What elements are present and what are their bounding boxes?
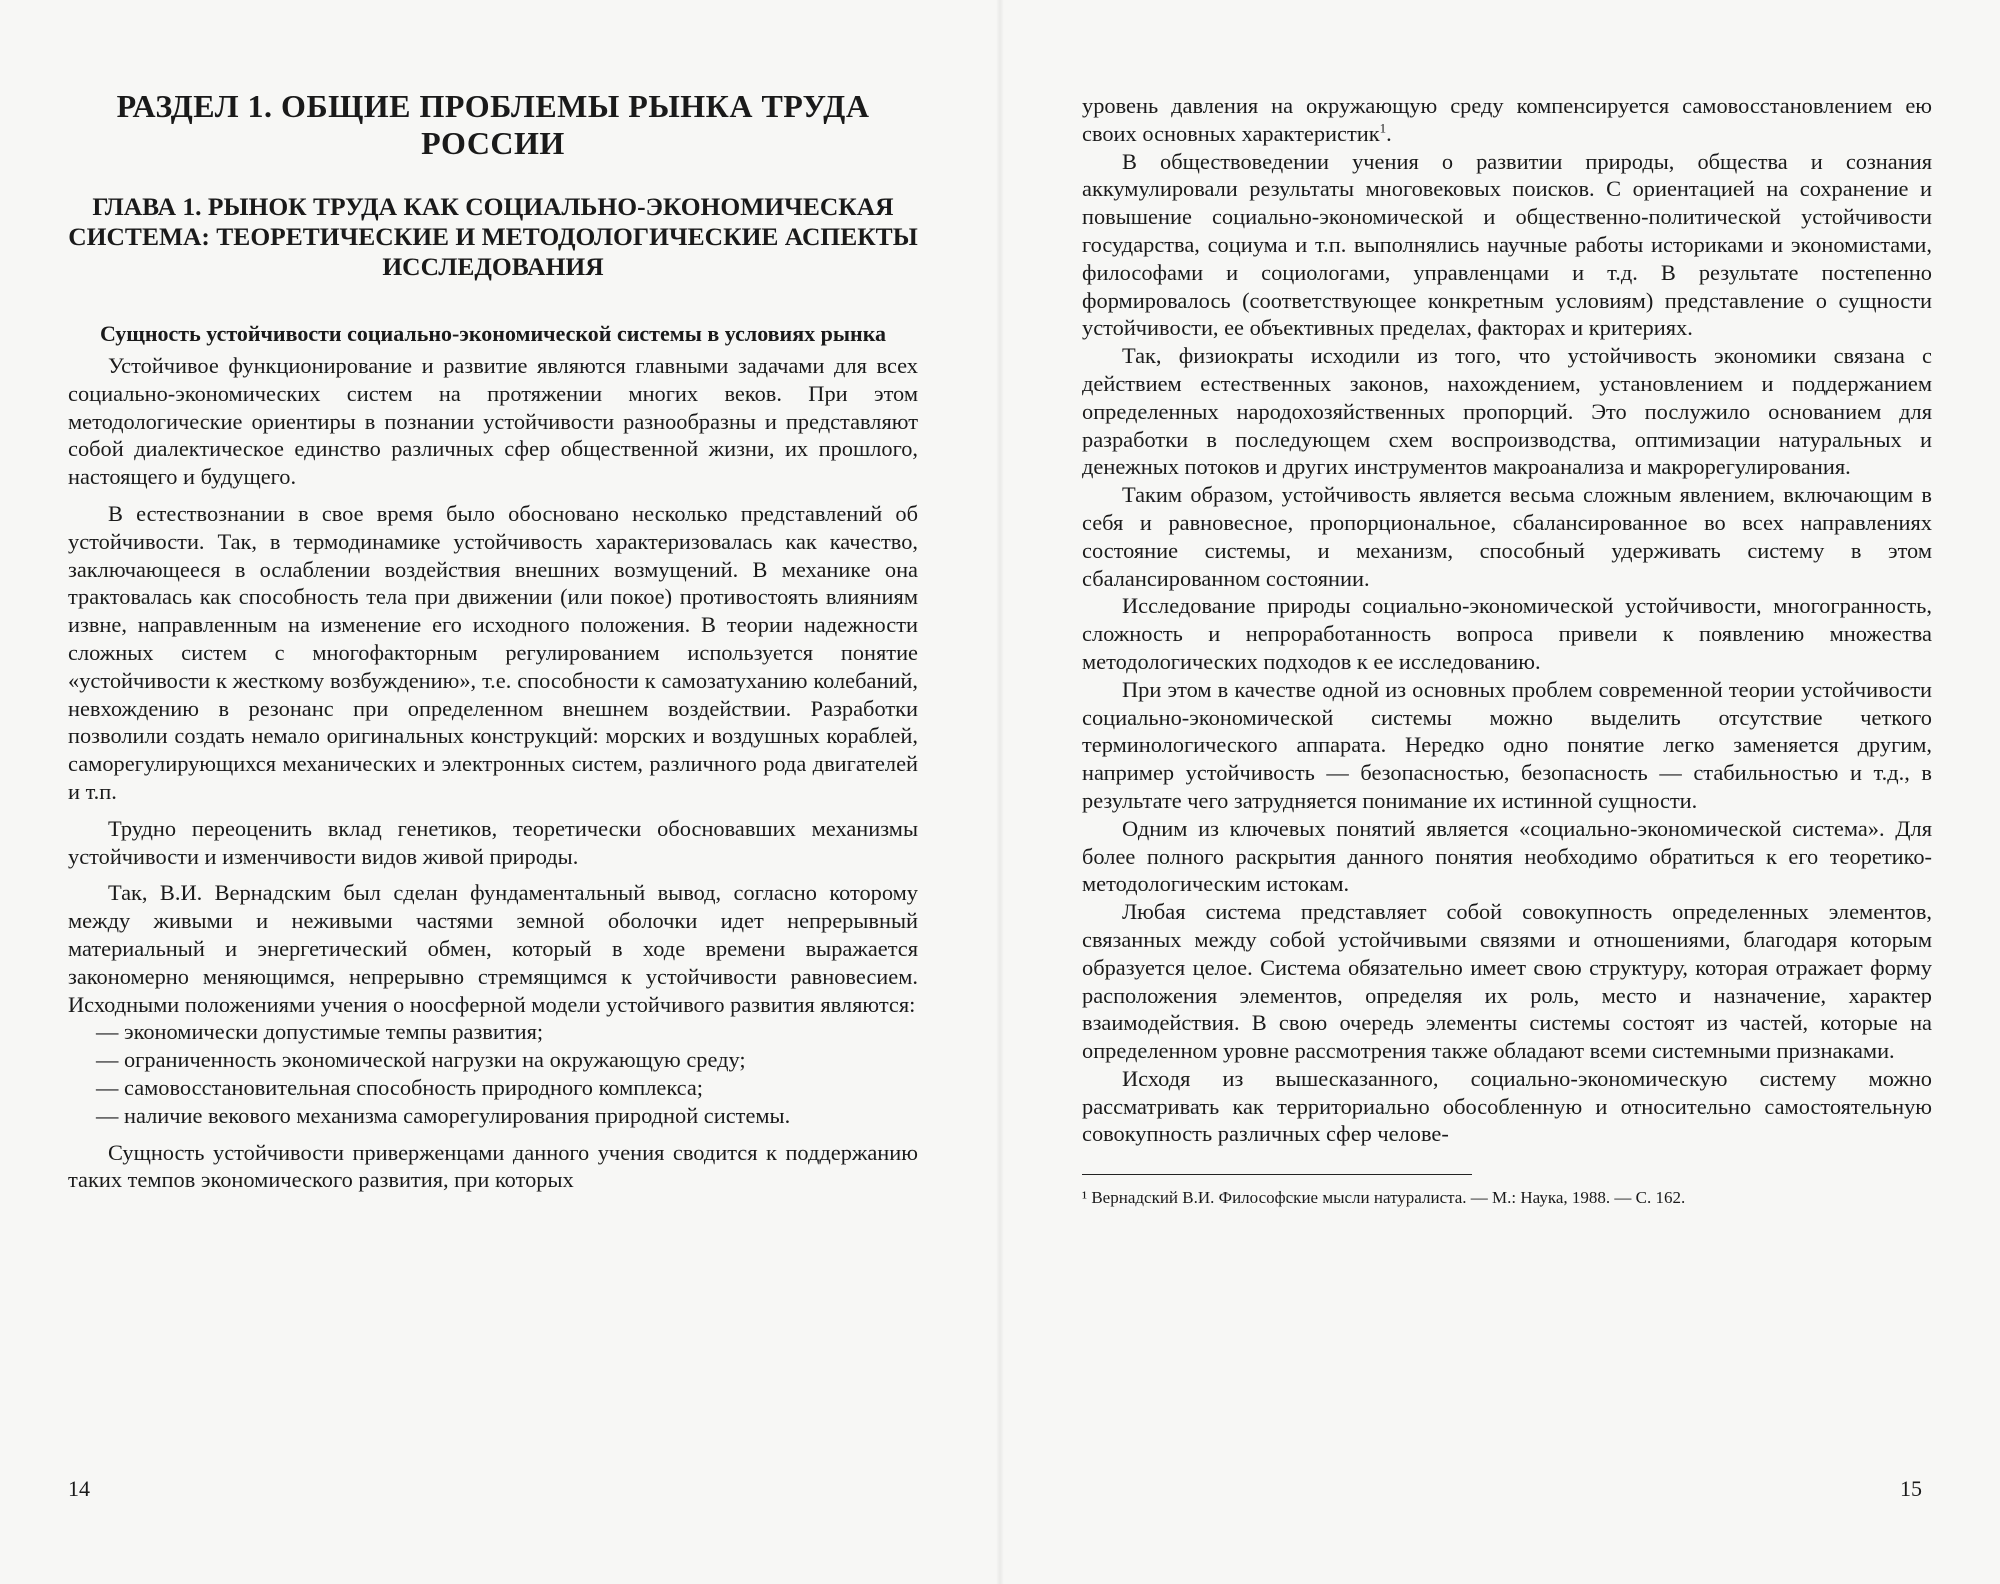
chapter-title: ГЛАВА 1. РЫНОК ТРУДА КАК СОЦИАЛЬНО-ЭКОНОМИЧЕСКАЯ СИСТЕМА: ТЕОРЕТИЧЕСКИЕ И МЕТОДОЛОГИЧЕСКИЕ АСПЕКТЫ ИССЛЕДОВАНИЯ (68, 192, 918, 281)
footnote: ¹ Вернадский В.И. Философские мысли натуралиста. — М.: Наука, 1988. — С. 162. (1082, 1188, 1686, 1208)
page-number: 14 (68, 1476, 90, 1501)
footnote-reference: 1 (1379, 120, 1387, 136)
list-item: — экономически допустимые темпы развития; (96, 1019, 544, 1045)
right-page (1000, 0, 2000, 1584)
left-text-column (68, 88, 918, 1194)
list-item: — ограниченность экономической нагрузки на окружающую среду; (96, 1047, 746, 1073)
continuation-text: уровень давления на окружающую среду компенсируется самовосстановлением ею своих основных характеристик (1082, 93, 1932, 146)
paragraph: При этом в качестве одной из основных проблем современной теории устойчивости социально-экономической системы можно выделить отсутствие четкого терминологического аппарата. Нередко одно понятие легко заменяется другим, например устойчивость — безопасностью, безопасность — стабильностью и т.д., в результате чего затрудняется понимание их истинной сущности. (1082, 676, 1932, 813)
paragraph: Трудно переоценить вклад генетиков, теоретически обосновавших механизмы устойчивости и изменчивости видов живой природы. (68, 815, 918, 869)
paragraph: Так, физиократы исходили из того, что устойчивость экономики связана с действием естественных законов, нахождением, установлением и поддержанием определенных народохозяйственных пропорций. Это послужило основанием для разработки в последующем схем воспроизводства, оптимизации натуральных и денежных потоков и других инструментов макроанализа и макрорегулирования. (1082, 343, 1932, 480)
paragraph: Так, В.И. Вернадским был сделан фундаментальный вывод, согласно которому между живыми и неживыми частями земной оболочки идет непрерывный материальный и энергетический обмен, который в ходе времени выражается закономерно меняющимся, непрерывно стремящимся к устойчивости равновесием. Исходными положениями учения о ноосферной модели устойчивого развития являются: (68, 880, 918, 1017)
paragraph: В обществоведении учения о развитии природы, общества и сознания аккумулировали результаты многовековых поисков. С ориентацией на сохранение и повышение социально-экономической и общественно-политической устойчивости государства, социума и т.п. выполнялись научные работы историками и экономистами, философами и социологами, управленцами и т.д. В результате постепенно формировалось (соответствующее конкретным условиям) представление о сущности устойчивости, ее объективных пределах, факторах и критериях. (1082, 148, 1932, 341)
paragraph: Таким образом, устойчивость является весьма сложным явлением, включающим в себя и равновесное, пропорциональное, сбалансированное во всех направлениях состояние системы, и механизм, способный удерживать систему в этом сбалансированном состоянии. (1082, 482, 1932, 591)
page-number: 15 (1900, 1476, 1922, 1501)
footnote-divider (1082, 1174, 1472, 1175)
paragraph: Любая система представляет собой совокупность определенных элементов, связанных между собой устойчивыми связями и отношениями, благодаря которым образуется целое. Система обязательно имеет свою структуру, которая отражает форму расположения элементов, определяя их роль, место и назначение, характер взаимодействия. В свою очередь элементы системы состоят из частей, которые на определенном уровне рассмотрения также обладают всеми системными признаками. (1082, 899, 1932, 1064)
paragraph: Одним из ключевых понятий является «социально-экономической система». Для более полного раскрытия данного понятия необходимо обратиться к его теоретико-методологическим истокам. (1082, 815, 1932, 897)
right-text-column (1082, 92, 1932, 1209)
list-item: — самовосстановительная способность природного комплекса; (96, 1074, 704, 1100)
section-title: РАЗДЕЛ 1. ОБЩИЕ ПРОБЛЕМЫ РЫНКА ТРУДА РОССИИ (116, 88, 870, 161)
paragraph: Исходя из вышесказанного, социально-экономическую систему можно рассматривать как территориально обособленную и относительно самостоятельную совокупность различных сфер челове- (1082, 1065, 1932, 1147)
paragraph-continuation: уровень давления на окружающую среду компенсируется самовосстановлением ею своих основных характеристик$^1$. (1082, 93, 1932, 146)
paragraph: Сущность устойчивости приверженцами данного учения сводится к поддержанию таких темпов экономического развития, при которых (68, 1139, 918, 1193)
list-item: — наличие векового механизма саморегулирования природной системы. (96, 1102, 791, 1128)
paragraph: Исследование природы социально-экономической устойчивости, многогранность, сложность и непроработанность вопроса привели к появлению множества методологических подходов к ее исследованию. (1082, 593, 1932, 674)
subsection-title: Сущность устойчивости социально-экономической системы в условиях рынка (99, 321, 887, 346)
paragraph: Устойчивое функционирование и развитие являются главными задачами для всех социально-экономических систем на протяжении многих веков. При этом методологические ориентиры в познании устойчивости разнообразны и представляют собой диалектическое единство различных сфер общественной жизни, их прошлого, настоящего и будущего. (68, 353, 918, 490)
paragraph: В естествознании в свое время было обосновано несколько представлений об устойчивости. Так, в термодинамике устойчивость характеризовалась как качество, заключающееся в ослаблении воздействия внешних возмущений. В механике она трактовалась как способность тела при движении (или покое) противостоять влияниям извне, направленным на изменение его исходного положения. В теории надежности сложных систем с многофакторным регулированием используется понятие «устойчивости к жесткому возбуждению», т.е. способности к самозатуханию колебаний, невхождению в резонанс при определенном внешнем воздействии. Разработки позволили создать немало оригинальных конструкций: морских и воздушных кораблей, саморегулирующихся механических и электронных систем, различного рода двигателей и т.п. (68, 500, 918, 804)
